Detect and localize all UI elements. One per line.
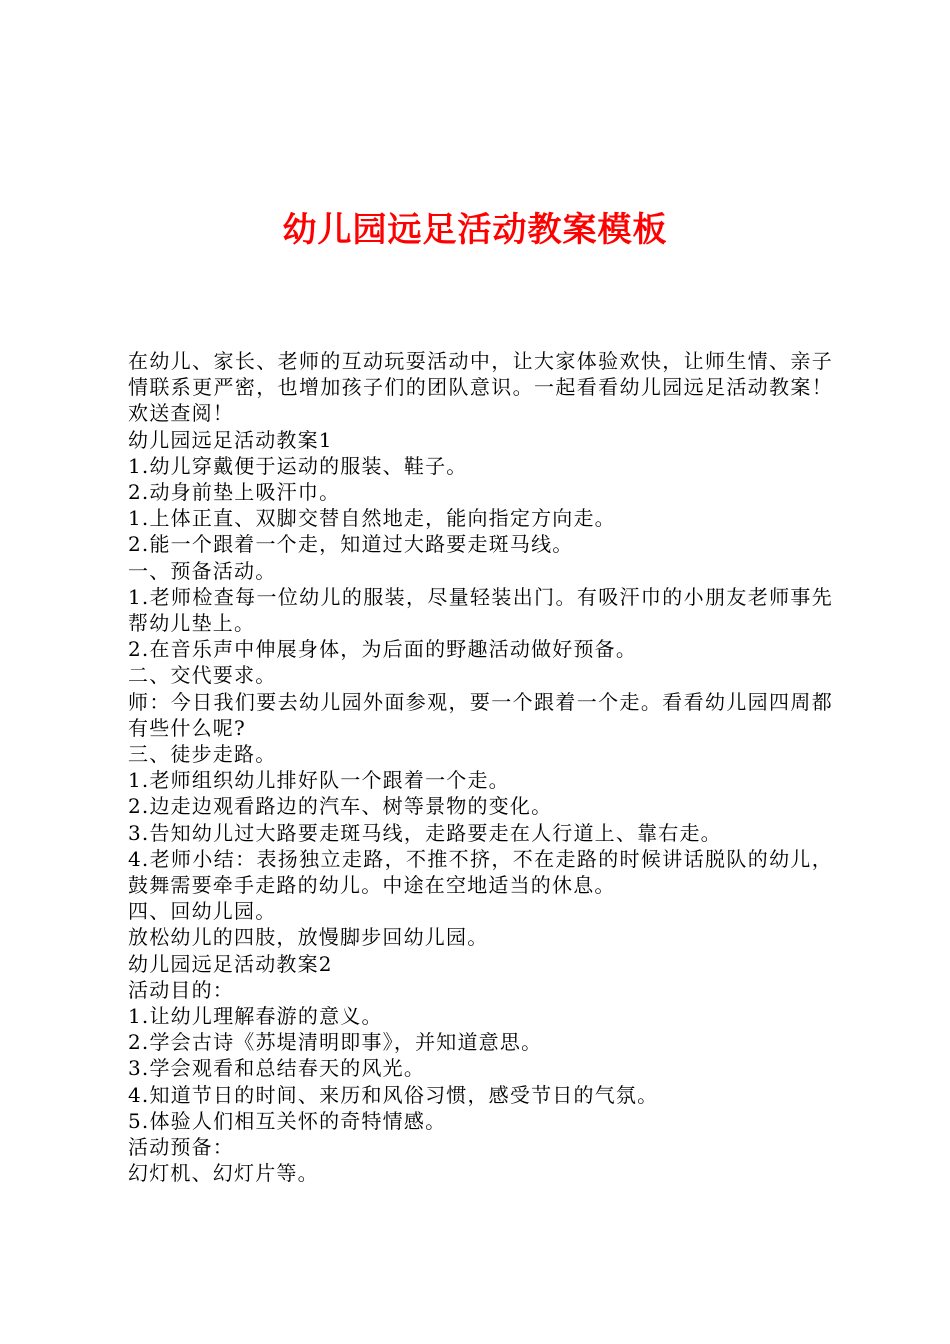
- paragraph: 3.学会观看和总结春天的风光。: [128, 1056, 426, 1081]
- paragraph: 活动目的：: [128, 977, 234, 1002]
- paragraph: 4.知道节日的时间、来历和风俗习惯，感受节日的气氛。: [128, 1082, 659, 1107]
- paragraph: 1.幼儿穿戴便于运动的服装、鞋子。: [128, 453, 468, 478]
- paragraph: 2.边走边观看路边的汽车、树等景物的变化。: [128, 794, 553, 819]
- paragraph: 师：今日我们要去幼儿园外面参观，要一个跟着一个走。看看幼儿园四周都有些什么呢?: [128, 689, 833, 740]
- paragraph: 1.老师检查每一位幼儿的服装，尽量轻装出门。有吸汗巾的小朋友老师事先帮幼儿垫上。: [128, 584, 833, 636]
- paragraph: 1.上体正直、双脚交替自然地走，能向指定方向走。: [128, 506, 616, 531]
- paragraph: 5.体验人们相互关怀的奇特情感。: [128, 1108, 447, 1133]
- section-heading: 幼儿园远足活动教案1: [128, 427, 333, 452]
- paragraph: 4.老师小结：表扬独立走路，不推不挤，不在走路的时候讲话脱队的幼儿，鼓舞需要牵手走路的幼儿。中途在空地适当的休息。: [128, 846, 833, 898]
- paragraph: 2.学会古诗《苏堤清明即事》，并知道意思。: [128, 1030, 543, 1055]
- paragraph: 2.能一个跟着一个走，知道过大路要走斑马线。: [128, 532, 574, 557]
- section-heading: 一、预备活动。: [128, 558, 277, 583]
- paragraph: 1.让幼儿理解春游的意义。: [128, 1004, 383, 1029]
- document-title: 幼儿园远足活动教案模板: [282, 210, 668, 250]
- section-heading: 幼儿园远足活动教案2: [128, 951, 333, 976]
- paragraph: 活动预备：: [128, 1135, 234, 1160]
- paragraph: 1.老师组织幼儿排好队一个跟着一个走。: [128, 768, 510, 793]
- paragraph: 幻灯机、幻灯片等。: [128, 1161, 319, 1186]
- section-heading: 四、回幼儿园。: [128, 899, 277, 924]
- paragraph: 2.在音乐声中伸展身体，为后面的野趣活动做好预备。: [128, 637, 638, 662]
- paragraph: 在幼儿、家长、老师的互动玩耍活动中，让大家体验欢快，让师生情、亲子情联系更严密，也增加孩子们的团队意识。一起看看幼儿园远足活动教案！欢送查阅！: [128, 349, 833, 426]
- section-heading: 三、徒步走路。: [128, 742, 277, 767]
- paragraph: 3.告知幼儿过大路要走斑马线，走路要走在人行道上、靠右走。: [128, 820, 722, 845]
- paragraph: 2.动身前垫上吸汗巾。: [128, 480, 341, 505]
- document-body: [128, 348, 833, 1187]
- paragraph: 放松幼儿的四肢，放慢脚步回幼儿园。: [128, 925, 489, 950]
- section-heading: 二、交代要求。: [128, 663, 277, 688]
